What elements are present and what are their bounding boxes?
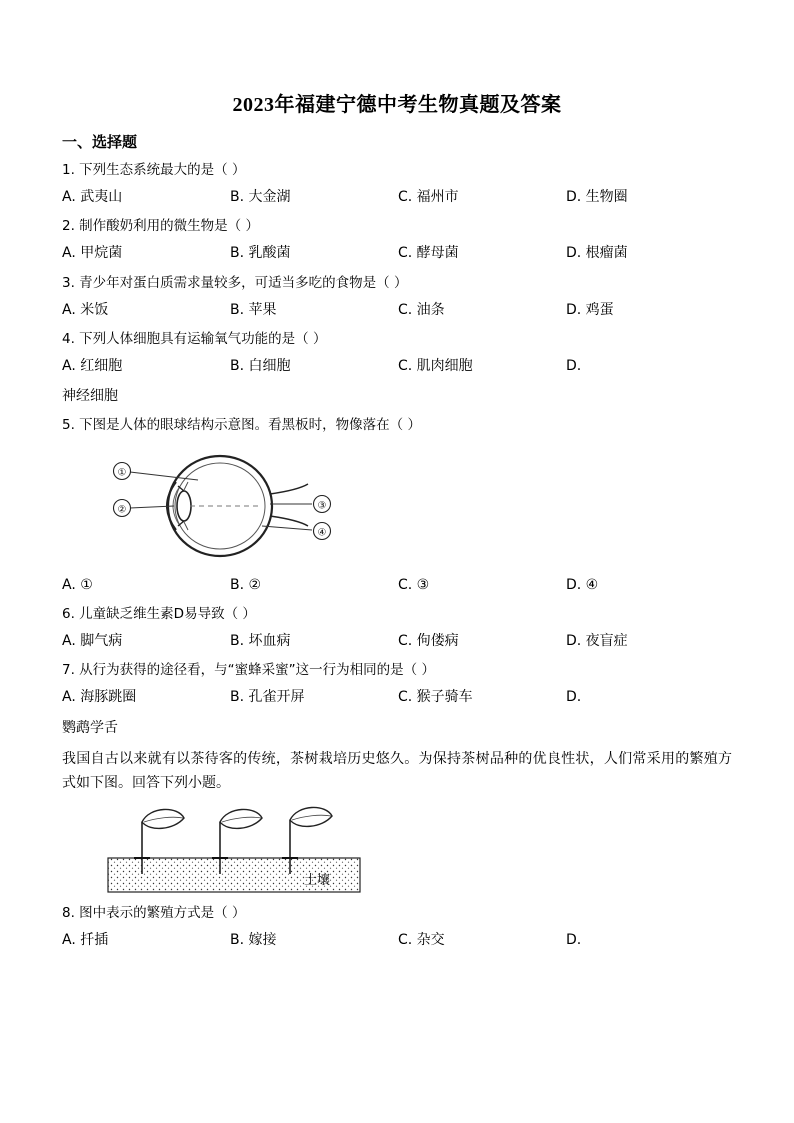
- question-stem: 4. 下列人体细胞具有运输氧气功能的是（ ）: [62, 330, 327, 347]
- option-b[interactable]: B. 大金湖: [230, 188, 291, 205]
- option-c[interactable]: C. 肌肉细胞: [398, 357, 473, 374]
- svg-text:②: ②: [117, 504, 127, 516]
- option-b[interactable]: B. 乳酸菌: [230, 245, 291, 262]
- option-a[interactable]: A. ①: [62, 576, 93, 593]
- svg-text:①: ①: [117, 467, 127, 479]
- option-d-wrapped-text: 鹦鹉学舌: [62, 719, 118, 736]
- option-c[interactable]: C. 佝偻病: [398, 632, 459, 649]
- option-a[interactable]: A. 扦插: [62, 931, 109, 948]
- option-d[interactable]: D. 根瘤菌: [566, 245, 628, 262]
- svg-text:③: ③: [317, 500, 327, 512]
- question-stem: 5. 下图是人体的眼球结构示意图。看黑板时，物像落在（ ）: [62, 416, 421, 433]
- question-stem: 3. 青少年对蛋白质需求量较多，可适当多吃的食物是（ ）: [62, 274, 408, 291]
- option-a[interactable]: A. 甲烷菌: [62, 245, 123, 262]
- option-d[interactable]: D. 夜盲症: [566, 632, 628, 649]
- question-options: [62, 686, 732, 708]
- option-a[interactable]: A. 米饭: [62, 301, 109, 318]
- option-c[interactable]: C. 油条: [398, 301, 445, 318]
- question-stem: 8. 图中表示的繁殖方式是（ ）: [62, 904, 246, 921]
- option-d[interactable]: D.: [566, 357, 582, 374]
- option-d[interactable]: D.: [566, 689, 582, 706]
- option-b[interactable]: B. 苹果: [230, 301, 277, 318]
- option-d[interactable]: D. 鸡蛋: [566, 301, 614, 318]
- option-b[interactable]: B. 嫁接: [230, 931, 277, 948]
- svg-text:④: ④: [317, 527, 327, 539]
- option-c[interactable]: C. 猴子骑车: [398, 689, 473, 706]
- option-a[interactable]: A. 武夷山: [62, 188, 123, 205]
- option-a[interactable]: A. 脚气病: [62, 632, 123, 649]
- question-stem: 1. 下列生态系统最大的是（ ）: [62, 162, 246, 178]
- question-options: [62, 929, 732, 951]
- option-d[interactable]: D.: [566, 931, 582, 948]
- question-options: [62, 299, 732, 321]
- option-c[interactable]: C. 福州市: [398, 188, 459, 205]
- question-stem: 2. 制作酸奶利用的微生物是（ ）: [62, 218, 259, 235]
- option-c[interactable]: C. 酵母菌: [398, 245, 459, 262]
- cutting-propagation-diagram: [62, 804, 732, 896]
- question-options: [62, 574, 732, 596]
- question-stem: 6. 儿童缺乏维生素D易导致（ ）: [62, 605, 256, 622]
- question-options: [62, 242, 732, 264]
- option-b[interactable]: B. ②: [230, 576, 262, 593]
- option-a[interactable]: A. 海豚跳圈: [62, 689, 137, 706]
- question-stem: 7. 从行为获得的途径看，与“蜜蜂采蜜”这一行为相同的是（ ）: [62, 662, 435, 679]
- svg-text:土壤: 土壤: [304, 872, 331, 888]
- section-heading: 一、选择题: [62, 133, 138, 151]
- option-d-wrapped-text: 神经细胞: [62, 388, 118, 405]
- question-options: [62, 355, 732, 377]
- option-c[interactable]: C. ③: [398, 576, 430, 593]
- option-b[interactable]: B. 白细胞: [230, 357, 291, 374]
- eye-diagram: [62, 446, 732, 566]
- option-b[interactable]: B. 孔雀开屏: [230, 689, 305, 706]
- option-d[interactable]: D. 生物圈: [566, 188, 628, 205]
- option-a[interactable]: A. 红细胞: [62, 357, 123, 374]
- question-options: [62, 186, 732, 208]
- passage-text: 我国自古以来就有以茶待客的传统，茶树栽培历史悠久。为保持茶树品种的优良性状，人们常采用的繁殖方式如下图。回答下列小题。: [62, 750, 732, 792]
- option-b[interactable]: B. 坏血病: [230, 632, 291, 649]
- option-d[interactable]: D. ④: [566, 576, 599, 593]
- page-title: 2023年福建宁德中考生物真题及答案: [232, 94, 562, 116]
- option-c[interactable]: C. 杂交: [398, 931, 445, 948]
- question-options: [62, 630, 732, 652]
